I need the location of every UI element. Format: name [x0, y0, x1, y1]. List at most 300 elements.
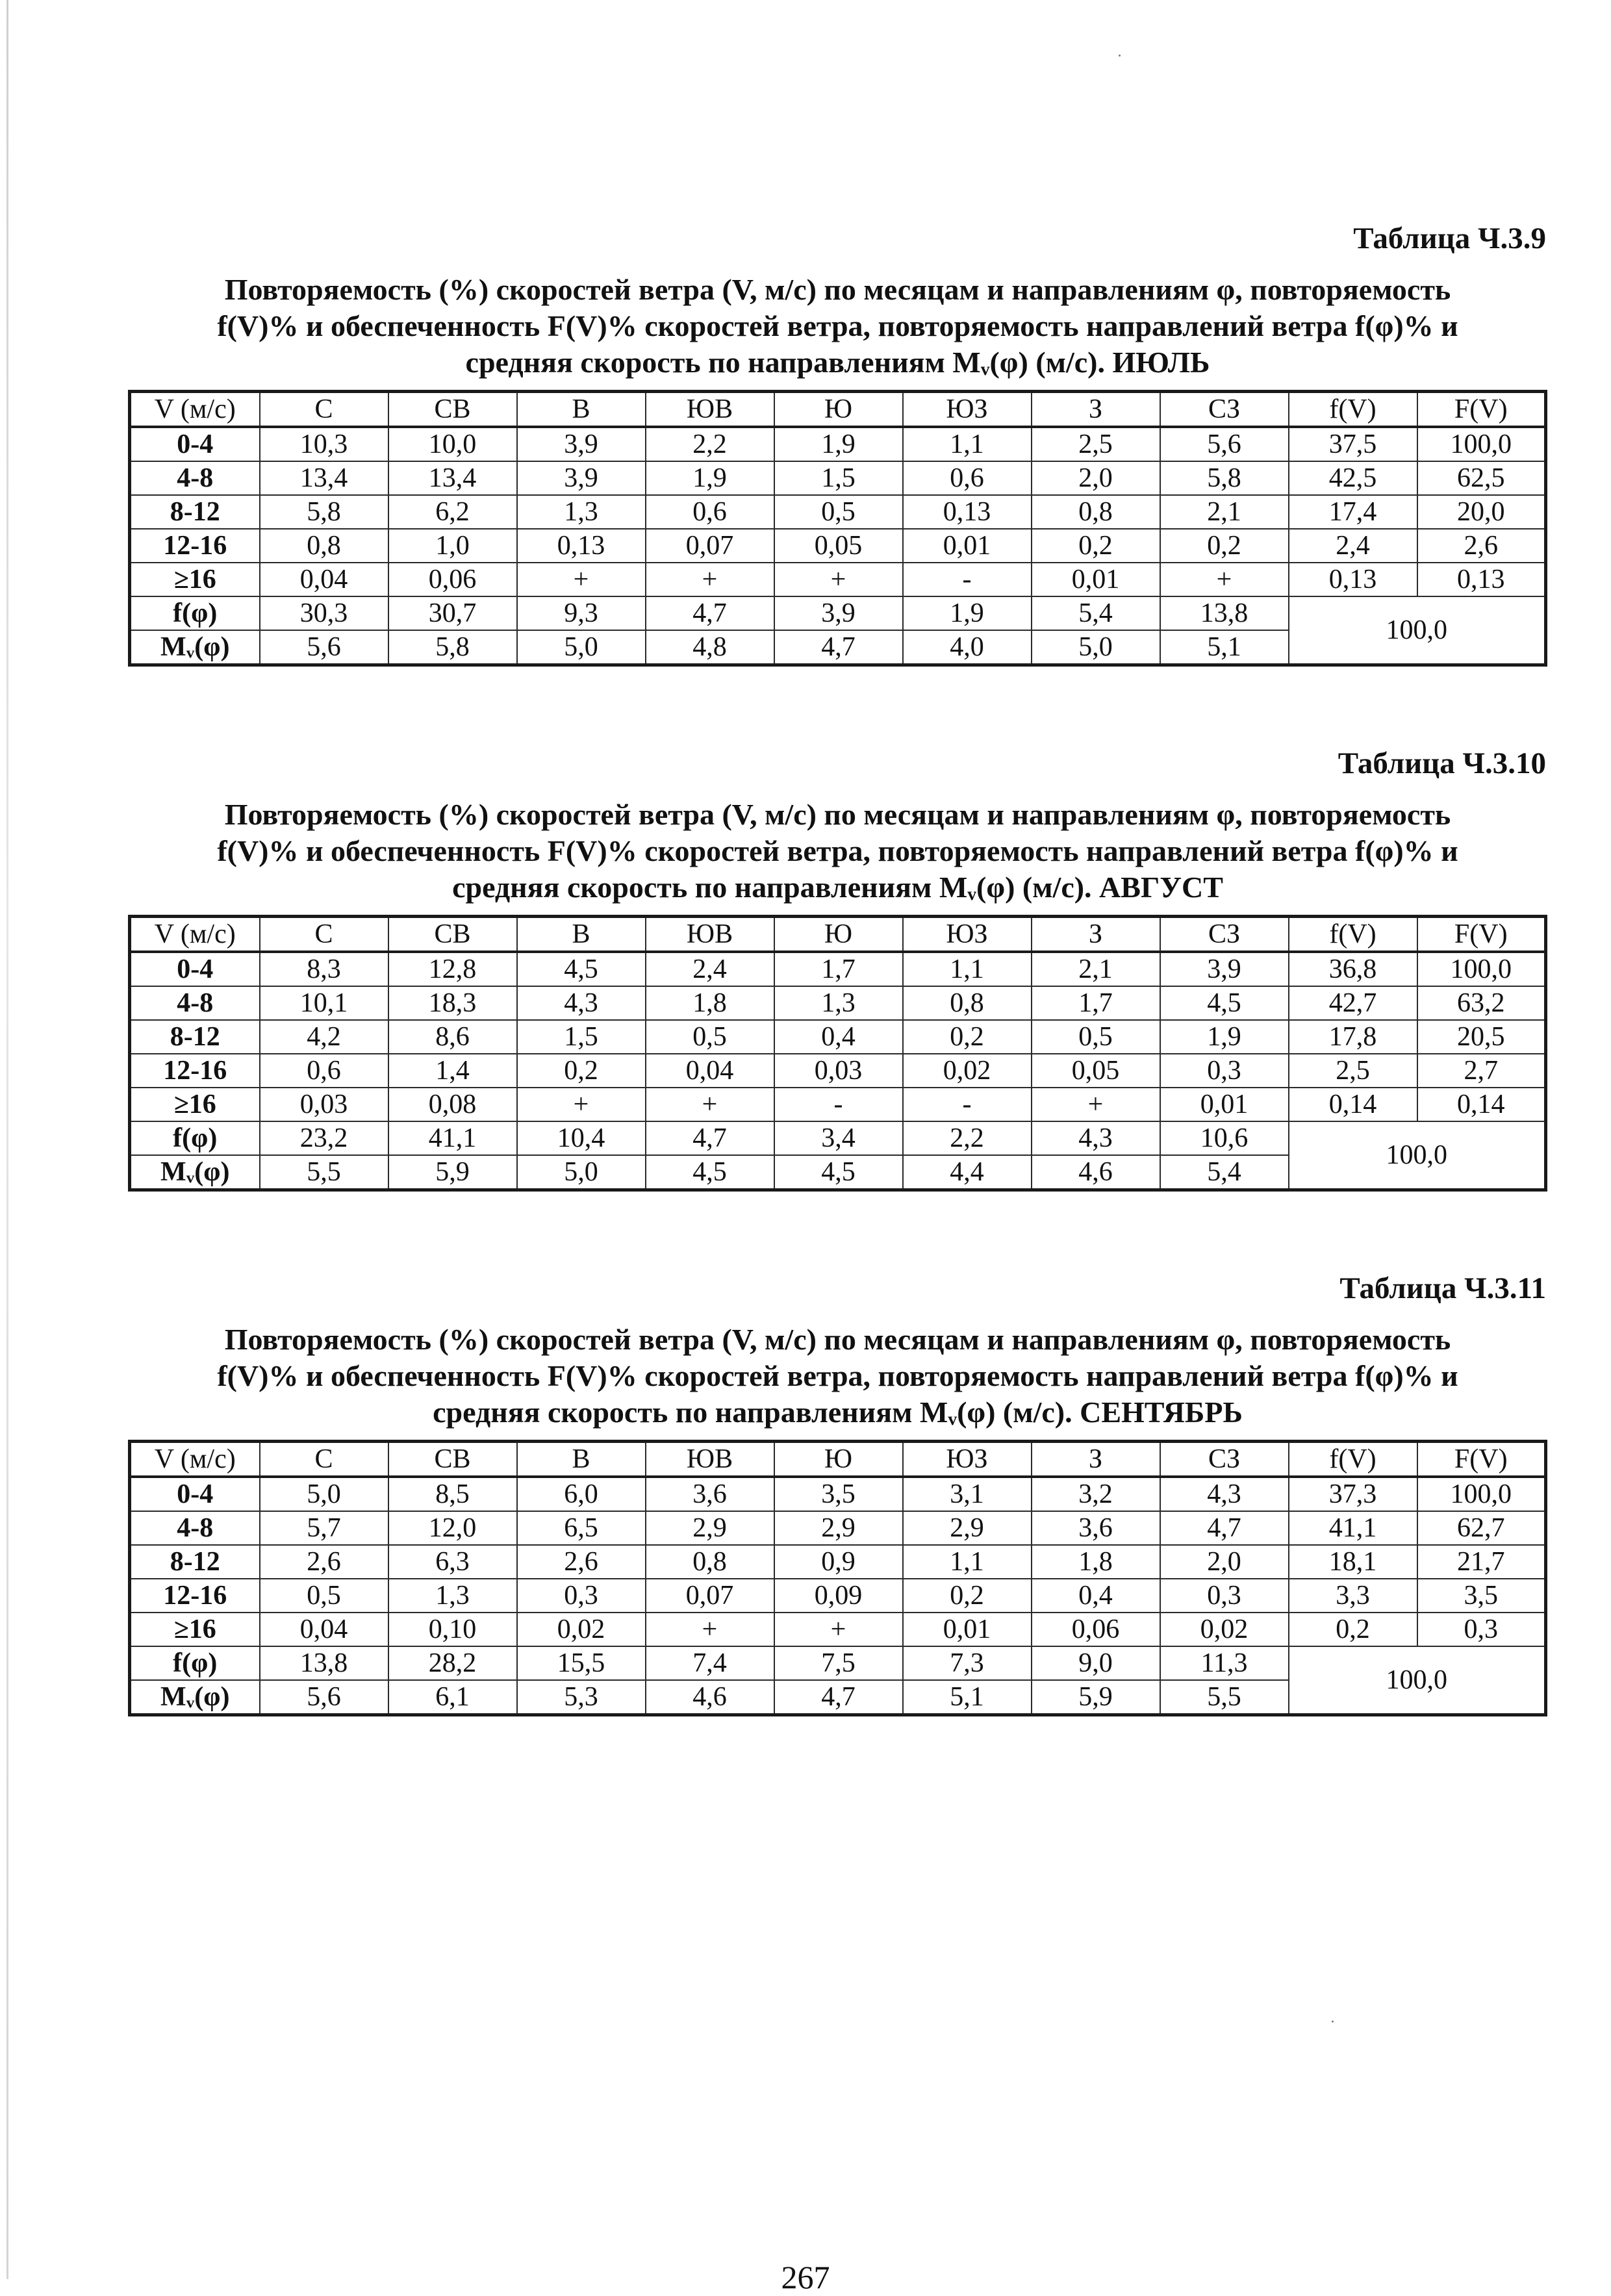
- table-cell: 62,7: [1417, 1511, 1546, 1545]
- caption-line: средняя скорость по направлениям Mᵥ(φ) (м/с). АВГУСТ: [452, 871, 1223, 904]
- caption-line: Повторяемость (%) скоростей ветра (V, м/с) по месяцам и направлениям φ, повторяемость: [224, 798, 1451, 831]
- table-cell: 2,0: [1032, 461, 1160, 495]
- table-cell: 8,5: [388, 1477, 517, 1511]
- caption-line: Повторяемость (%) скоростей ветра (V, м/с) по месяцам и направлениям φ, повторяемость: [224, 273, 1451, 306]
- table-cell: 23,2: [260, 1121, 388, 1155]
- column-header: СВ: [388, 392, 517, 427]
- row-header: 8-12: [130, 1545, 260, 1579]
- table-cell: 4,0: [903, 630, 1032, 665]
- table-cell: 5,6: [260, 630, 388, 665]
- table-cell: 4,5: [646, 1155, 774, 1190]
- table-cell: 0,02: [517, 1613, 646, 1646]
- table-cell: 37,5: [1289, 427, 1417, 461]
- table-cell: 0,04: [646, 1054, 774, 1088]
- table-cell: 5,6: [1160, 427, 1289, 461]
- table-cell: 8,6: [388, 1020, 517, 1054]
- table-cell: 4,3: [1032, 1121, 1160, 1155]
- row-header: 12-16: [130, 1579, 260, 1613]
- table-cell: 3,9: [1160, 952, 1289, 986]
- table-cell: 4,4: [903, 1155, 1032, 1190]
- table-cell: +: [1160, 563, 1289, 596]
- table-row: [130, 1477, 1546, 1511]
- wind-table: [128, 390, 1547, 667]
- table-cell: 5,8: [1160, 461, 1289, 495]
- column-header: Ю: [774, 1442, 903, 1477]
- table-cell: +: [646, 1088, 774, 1121]
- table-cell: 3,3: [1289, 1579, 1417, 1613]
- table-cell: 0,07: [646, 529, 774, 563]
- column-header: СВ: [388, 1442, 517, 1477]
- table-cell: 0,13: [1289, 563, 1417, 596]
- table-cell: 3,9: [517, 427, 646, 461]
- direction-frequency-row: [130, 596, 1546, 630]
- table-cell: 11,3: [1160, 1646, 1289, 1680]
- row-header: 8-12: [130, 495, 260, 529]
- table-cell: 1,3: [774, 986, 903, 1020]
- table-cell: 0,6: [260, 1054, 388, 1088]
- table-cell: 0,5: [646, 1020, 774, 1054]
- table-row: [130, 1613, 1546, 1646]
- table-cell: 3,2: [1032, 1477, 1160, 1511]
- table-cell: 0,8: [1032, 495, 1160, 529]
- table-cell: 2,4: [1289, 529, 1417, 563]
- table-row: [130, 1020, 1546, 1054]
- column-header: Ю: [774, 392, 903, 427]
- table-cell: 13,8: [1160, 596, 1289, 630]
- row-header: Mᵥ(φ): [130, 630, 260, 665]
- table-cell: 4,7: [646, 596, 774, 630]
- table-cell: 2,1: [1160, 495, 1289, 529]
- column-header: В: [517, 917, 646, 952]
- table-cell: 4,7: [774, 630, 903, 665]
- column-header: ЮВ: [646, 1442, 774, 1477]
- table-cell: 0,9: [774, 1545, 903, 1579]
- table-cell: 63,2: [1417, 986, 1546, 1020]
- row-header: Mᵥ(φ): [130, 1680, 260, 1715]
- table-cell: 6,5: [517, 1511, 646, 1545]
- table-cell: 0,3: [1417, 1613, 1546, 1646]
- table-cell: 17,4: [1289, 495, 1417, 529]
- table-cell: 2,6: [517, 1545, 646, 1579]
- table-cell: 20,5: [1417, 1020, 1546, 1054]
- table-cell: 0,6: [903, 461, 1032, 495]
- table-cell: 0,3: [1160, 1054, 1289, 1088]
- total-cell: 100,0: [1289, 1121, 1546, 1190]
- table-cell: 1,1: [903, 427, 1032, 461]
- table-cell: +: [774, 1613, 903, 1646]
- table-cell: 0,13: [517, 529, 646, 563]
- caption-line: средняя скорость по направлениям Mᵥ(φ) (м/с). ИЮЛЬ: [465, 346, 1210, 379]
- table-cell: 0,13: [903, 495, 1032, 529]
- row-header: f(φ): [130, 596, 260, 630]
- table-cell: 1,0: [388, 529, 517, 563]
- column-header: СВ: [388, 917, 517, 952]
- table-row: [130, 1088, 1546, 1121]
- table-cell: 13,4: [388, 461, 517, 495]
- table-row: [130, 495, 1546, 529]
- column-header: Ю: [774, 917, 903, 952]
- table-row: [130, 952, 1546, 986]
- table-cell: 1,7: [774, 952, 903, 986]
- column-header: С: [260, 392, 388, 427]
- table-cell: 4,3: [1160, 1477, 1289, 1511]
- row-header: 0-4: [130, 952, 260, 986]
- column-header: f(V): [1289, 392, 1417, 427]
- table-block-july: [128, 221, 1547, 667]
- table-cell: 0,07: [646, 1579, 774, 1613]
- table-cell: 1,7: [1032, 986, 1160, 1020]
- table-cell: 0,8: [260, 529, 388, 563]
- row-header: 12-16: [130, 1054, 260, 1088]
- table-cell: 3,5: [1417, 1579, 1546, 1613]
- table-cell: 5,7: [260, 1511, 388, 1545]
- table-cell: 1,1: [903, 1545, 1032, 1579]
- table-cell: 0,05: [774, 529, 903, 563]
- column-header: ЮВ: [646, 917, 774, 952]
- row-header: 4-8: [130, 461, 260, 495]
- table-cell: 5,0: [260, 1477, 388, 1511]
- table-cell: 0,01: [903, 529, 1032, 563]
- table-cell: 4,7: [646, 1121, 774, 1155]
- column-header: С: [260, 917, 388, 952]
- column-header: V (м/с): [130, 917, 260, 952]
- table-cell: 0,01: [1160, 1088, 1289, 1121]
- table-cell: 4,5: [1160, 986, 1289, 1020]
- table-cell: 4,5: [774, 1155, 903, 1190]
- table-cell: 0,2: [1289, 1613, 1417, 1646]
- table-cell: 0,2: [903, 1020, 1032, 1054]
- table-cell: 0,5: [774, 495, 903, 529]
- table-cell: 0,8: [646, 1545, 774, 1579]
- table-cell: 10,6: [1160, 1121, 1289, 1155]
- table-cell: 1,9: [646, 461, 774, 495]
- row-header: 0-4: [130, 427, 260, 461]
- scan-speck: [1119, 55, 1121, 57]
- table-cell: 5,3: [517, 1680, 646, 1715]
- table-cell: 7,5: [774, 1646, 903, 1680]
- table-cell: 1,8: [646, 986, 774, 1020]
- table-cell: 1,4: [388, 1054, 517, 1088]
- table-row: [130, 461, 1546, 495]
- row-header: 8-12: [130, 1020, 260, 1054]
- table-caption: [128, 1321, 1547, 1431]
- table-cell: 0,4: [1032, 1579, 1160, 1613]
- table-cell: 3,9: [517, 461, 646, 495]
- table-cell: 13,4: [260, 461, 388, 495]
- table-cell: 10,4: [517, 1121, 646, 1155]
- direction-frequency-row: [130, 1646, 1546, 1680]
- column-header: З: [1032, 1442, 1160, 1477]
- table-cell: -: [774, 1088, 903, 1121]
- table-cell: 12,0: [388, 1511, 517, 1545]
- wind-table: [128, 915, 1547, 1192]
- caption-line: f(V)% и обеспеченность F(V)% скоростей ветра, повторяемость направлений ветра f(φ)% и: [217, 309, 1458, 342]
- table-cell: 1,5: [774, 461, 903, 495]
- total-cell: 100,0: [1289, 1646, 1546, 1715]
- table-cell: 5,0: [1032, 630, 1160, 665]
- table-cell: 41,1: [388, 1121, 517, 1155]
- table-cell: 0,04: [260, 1613, 388, 1646]
- table-cell: 1,8: [1032, 1545, 1160, 1579]
- column-header: СЗ: [1160, 392, 1289, 427]
- table-row: [130, 563, 1546, 596]
- table-cell: 20,0: [1417, 495, 1546, 529]
- row-header: ≥16: [130, 1088, 260, 1121]
- table-cell: 0,08: [388, 1088, 517, 1121]
- table-cell: 5,6: [260, 1680, 388, 1715]
- table-cell: 30,3: [260, 596, 388, 630]
- table-cell: 0,4: [774, 1020, 903, 1054]
- table-cell: 0,09: [774, 1579, 903, 1613]
- table-cell: 0,8: [903, 986, 1032, 1020]
- table-cell: 0,10: [388, 1613, 517, 1646]
- table-cell: 0,2: [517, 1054, 646, 1088]
- table-cell: 6,0: [517, 1477, 646, 1511]
- table-cell: 4,7: [774, 1680, 903, 1715]
- caption-line: средняя скорость по направлениям Mᵥ(φ) (м/с). СЕНТЯБРЬ: [433, 1396, 1243, 1429]
- table-number: Таблица Ч.3.10: [1338, 746, 1546, 780]
- column-header: В: [517, 1442, 646, 1477]
- table-cell: 1,1: [903, 952, 1032, 986]
- table-cell: 62,5: [1417, 461, 1546, 495]
- table-cell: 0,6: [646, 495, 774, 529]
- table-cell: 42,5: [1289, 461, 1417, 495]
- column-header: ЮВ: [646, 392, 774, 427]
- table-cell: 1,3: [517, 495, 646, 529]
- table-header-row: [130, 392, 1546, 427]
- column-header: f(V): [1289, 1442, 1417, 1477]
- table-cell: 28,2: [388, 1646, 517, 1680]
- table-cell: 1,5: [517, 1020, 646, 1054]
- table-cell: 0,01: [903, 1613, 1032, 1646]
- column-header: F(V): [1417, 392, 1546, 427]
- table-cell: 2,0: [1160, 1545, 1289, 1579]
- table-cell: 18,1: [1289, 1545, 1417, 1579]
- table-cell: 7,3: [903, 1646, 1032, 1680]
- table-row: [130, 529, 1546, 563]
- table-cell: 4,8: [646, 630, 774, 665]
- table-cell: 3,5: [774, 1477, 903, 1511]
- table-cell: 1,9: [774, 427, 903, 461]
- table-cell: 0,13: [1417, 563, 1546, 596]
- table-cell: 2,5: [1032, 427, 1160, 461]
- table-caption: [128, 797, 1547, 906]
- table-cell: 5,8: [388, 630, 517, 665]
- table-cell: 4,3: [517, 986, 646, 1020]
- table-cell: 0,02: [903, 1054, 1032, 1088]
- table-cell: 0,06: [388, 563, 517, 596]
- column-header: V (м/с): [130, 392, 260, 427]
- table-header-row: [130, 1442, 1546, 1477]
- table-cell: 3,6: [646, 1477, 774, 1511]
- table-cell: 6,1: [388, 1680, 517, 1715]
- table-cell: 0,2: [903, 1579, 1032, 1613]
- table-cell: 1,9: [1160, 1020, 1289, 1054]
- column-header: f(V): [1289, 917, 1417, 952]
- table-cell: 3,1: [903, 1477, 1032, 1511]
- table-cell: 2,7: [1417, 1054, 1546, 1088]
- table-cell: 0,03: [260, 1088, 388, 1121]
- table-cell: 41,1: [1289, 1511, 1417, 1545]
- table-cell: +: [517, 1088, 646, 1121]
- table-cell: 2,9: [646, 1511, 774, 1545]
- table-cell: 2,9: [903, 1511, 1032, 1545]
- column-header: F(V): [1417, 1442, 1546, 1477]
- table-cell: 4,5: [517, 952, 646, 986]
- table-cell: 5,9: [388, 1155, 517, 1190]
- column-header: З: [1032, 392, 1160, 427]
- page-number: 267: [781, 2259, 830, 2295]
- table-cell: 1,9: [903, 596, 1032, 630]
- table-number: Таблица Ч.3.11: [1339, 1271, 1546, 1305]
- row-header: ≥16: [130, 563, 260, 596]
- table-cell: 1,3: [388, 1579, 517, 1613]
- table-cell: 0,3: [1160, 1579, 1289, 1613]
- table-cell: 6,2: [388, 495, 517, 529]
- table-row: [130, 1579, 1546, 1613]
- table-cell: 37,3: [1289, 1477, 1417, 1511]
- table-cell: 3,6: [1032, 1511, 1160, 1545]
- table-cell: 4,2: [260, 1020, 388, 1054]
- table-cell: 100,0: [1417, 952, 1546, 986]
- column-header: ЮЗ: [903, 392, 1032, 427]
- table-cell: 10,1: [260, 986, 388, 1020]
- column-header: С: [260, 1442, 388, 1477]
- column-header: F(V): [1417, 917, 1546, 952]
- table-cell: 5,5: [1160, 1680, 1289, 1715]
- row-header: Mᵥ(φ): [130, 1155, 260, 1190]
- scan-edge-line: [6, 0, 8, 2279]
- table-cell: 0,05: [1032, 1054, 1160, 1088]
- table-cell: -: [903, 1088, 1032, 1121]
- table-cell: +: [517, 563, 646, 596]
- total-cell: 100,0: [1289, 596, 1546, 665]
- table-cell: 21,7: [1417, 1545, 1546, 1579]
- row-header: f(φ): [130, 1121, 260, 1155]
- table-header-row: [130, 917, 1546, 952]
- table-cell: 3,9: [774, 596, 903, 630]
- table-cell: 12,8: [388, 952, 517, 986]
- table-cell: 5,9: [1032, 1680, 1160, 1715]
- table-cell: 5,1: [903, 1680, 1032, 1715]
- table-block-september: [128, 1271, 1547, 1716]
- table-cell: 0,06: [1032, 1613, 1160, 1646]
- table-cell: 5,4: [1032, 596, 1160, 630]
- row-header: 12-16: [130, 529, 260, 563]
- table-cell: 4,6: [1032, 1155, 1160, 1190]
- table-cell: 6,3: [388, 1545, 517, 1579]
- table-cell: 5,0: [517, 1155, 646, 1190]
- table-cell: 7,4: [646, 1646, 774, 1680]
- table-cell: 42,7: [1289, 986, 1417, 1020]
- row-header: f(φ): [130, 1646, 260, 1680]
- table-cell: 4,7: [1160, 1511, 1289, 1545]
- wind-table: [128, 1440, 1547, 1716]
- table-cell: 0,14: [1417, 1088, 1546, 1121]
- table-row: [130, 427, 1546, 461]
- table-cell: 8,3: [260, 952, 388, 986]
- table-cell: 2,6: [260, 1545, 388, 1579]
- table-cell: 0,02: [1160, 1613, 1289, 1646]
- table-cell: 2,2: [646, 427, 774, 461]
- table-cell: 100,0: [1417, 427, 1546, 461]
- table-cell: 2,6: [1417, 529, 1546, 563]
- column-header: ЮЗ: [903, 1442, 1032, 1477]
- table-cell: 100,0: [1417, 1477, 1546, 1511]
- table-cell: 0,3: [517, 1579, 646, 1613]
- table-cell: 10,3: [260, 427, 388, 461]
- table-cell: +: [1032, 1088, 1160, 1121]
- table-cell: 0,03: [774, 1054, 903, 1088]
- table-cell: 0,14: [1289, 1088, 1417, 1121]
- table-cell: 17,8: [1289, 1020, 1417, 1054]
- table-cell: 30,7: [388, 596, 517, 630]
- table-cell: 5,8: [260, 495, 388, 529]
- table-cell: 3,4: [774, 1121, 903, 1155]
- table-row: [130, 986, 1546, 1020]
- table-row: [130, 1545, 1546, 1579]
- direction-frequency-row: [130, 1121, 1546, 1155]
- table-cell: 5,1: [1160, 630, 1289, 665]
- table-cell: 2,2: [903, 1121, 1032, 1155]
- column-header: СЗ: [1160, 917, 1289, 952]
- table-cell: 9,3: [517, 596, 646, 630]
- scan-speck: [1332, 2021, 1334, 2022]
- table-cell: 0,04: [260, 563, 388, 596]
- table-number: Таблица Ч.3.9: [1353, 222, 1546, 255]
- table-cell: 2,4: [646, 952, 774, 986]
- table-cell: 9,0: [1032, 1646, 1160, 1680]
- row-header: 4-8: [130, 986, 260, 1020]
- column-header: V (м/с): [130, 1442, 260, 1477]
- table-cell: 5,5: [260, 1155, 388, 1190]
- table-cell: 0,5: [260, 1579, 388, 1613]
- table-cell: 0,2: [1032, 529, 1160, 563]
- row-header: ≥16: [130, 1613, 260, 1646]
- table-row: [130, 1511, 1546, 1545]
- caption-line: f(V)% и обеспеченность F(V)% скоростей ветра, повторяемость направлений ветра f(φ)% и: [217, 1359, 1458, 1392]
- table-cell: 15,5: [517, 1646, 646, 1680]
- column-header: ЮЗ: [903, 917, 1032, 952]
- column-header: СЗ: [1160, 1442, 1289, 1477]
- table-cell: +: [646, 1613, 774, 1646]
- column-header: В: [517, 392, 646, 427]
- table-cell: +: [774, 563, 903, 596]
- table-cell: 2,9: [774, 1511, 903, 1545]
- table-caption: [128, 272, 1547, 381]
- table-cell: 10,0: [388, 427, 517, 461]
- table-cell: +: [646, 563, 774, 596]
- table-cell: 5,0: [517, 630, 646, 665]
- row-header: 4-8: [130, 1511, 260, 1545]
- caption-line: f(V)% и обеспеченность F(V)% скоростей ветра, повторяемость направлений ветра f(φ)% и: [217, 834, 1458, 867]
- table-cell: 0,01: [1032, 563, 1160, 596]
- table-cell: 18,3: [388, 986, 517, 1020]
- table-cell: 5,4: [1160, 1155, 1289, 1190]
- table-cell: 13,8: [260, 1646, 388, 1680]
- table-cell: -: [903, 563, 1032, 596]
- table-block-august: [128, 746, 1547, 1192]
- table-cell: 4,6: [646, 1680, 774, 1715]
- table-cell: 36,8: [1289, 952, 1417, 986]
- table-cell: 2,5: [1289, 1054, 1417, 1088]
- caption-line: Повторяемость (%) скоростей ветра (V, м/с) по месяцам и направлениям φ, повторяемость: [224, 1323, 1451, 1356]
- row-header: 0-4: [130, 1477, 260, 1511]
- table-cell: 0,2: [1160, 529, 1289, 563]
- column-header: З: [1032, 917, 1160, 952]
- table-row: [130, 1054, 1546, 1088]
- table-cell: 0,5: [1032, 1020, 1160, 1054]
